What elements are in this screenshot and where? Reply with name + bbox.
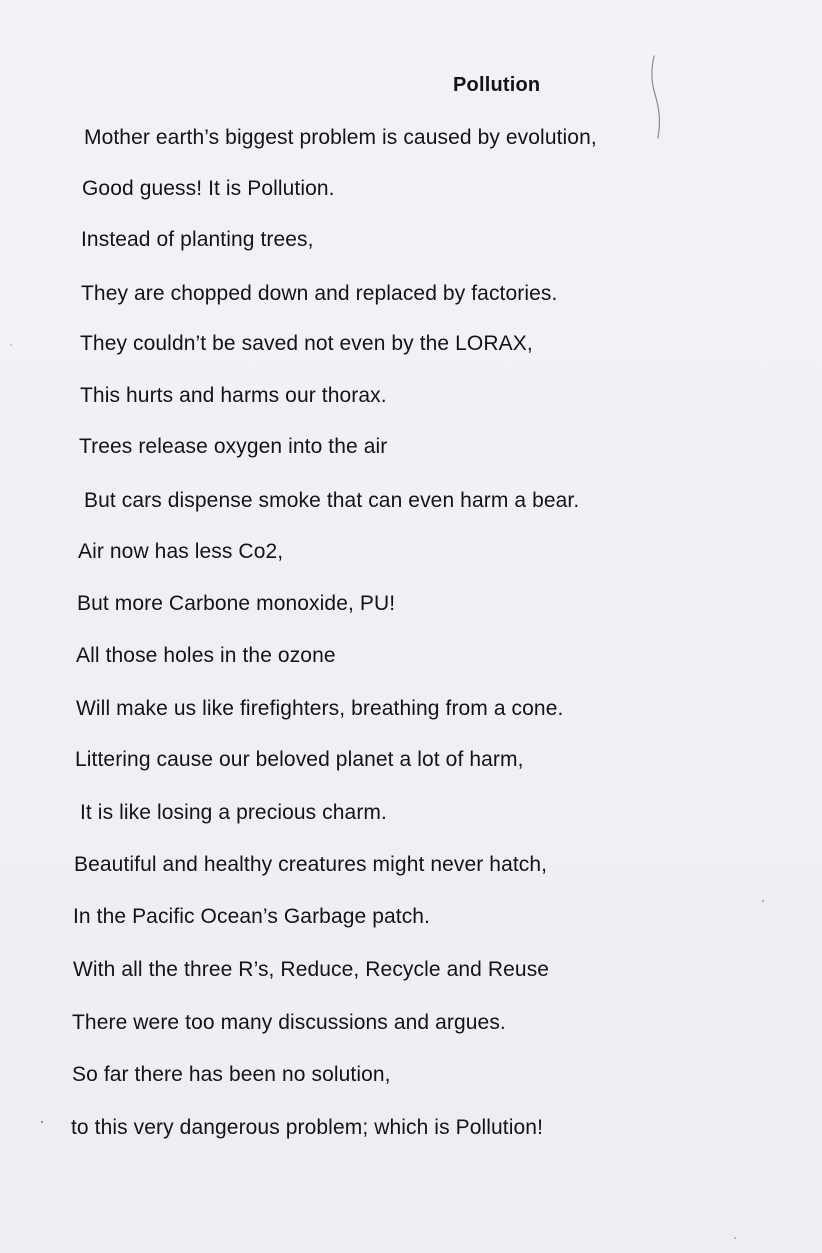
poem-line-2: Good guess! It is Pollution. <box>82 177 335 200</box>
poem-line-5: They couldn’t be saved not even by the LORAX, <box>80 332 533 355</box>
poem-line-15: Beautiful and healthy creatures might never hatch, <box>74 853 548 876</box>
poem-line-13: Littering cause our beloved planet a lot of harm, <box>75 748 524 771</box>
poem-line-10: But more Carbone monoxide, PU! <box>77 592 396 615</box>
poem-line-4: They are chopped down and replaced by factories. <box>81 282 558 305</box>
poem-line-7: Trees release oxygen into the air <box>79 435 388 458</box>
poem-line-6: This hurts and harms our thorax. <box>80 384 387 407</box>
poem-line-3: Instead of planting trees, <box>81 228 314 251</box>
poem-line-9: Air now has less Co2, <box>78 540 284 563</box>
poem-line-8: But cars dispense smoke that can even harm a bear. <box>84 489 580 512</box>
poem-title: Pollution <box>453 74 541 96</box>
poem-line-17: With all the three R’s, Reduce, Recycle and Reuse <box>73 958 550 981</box>
poem-line-1: Mother earth’s biggest problem is caused by evolution, <box>84 126 597 149</box>
poem-line-20: to this very dangerous problem; which is Pollution! <box>71 1116 544 1139</box>
poem-line-19: So far there has been no solution, <box>72 1063 391 1086</box>
poem-line-18: There were too many discussions and argues. <box>72 1011 506 1034</box>
poem-line-14: It is like losing a precious charm. <box>80 801 387 824</box>
poem-line-12: Will make us like firefighters, breathing from a cone. <box>76 697 564 720</box>
poem-line-11: All those holes in the ozone <box>76 644 336 667</box>
poem-line-16: In the Pacific Ocean’s Garbage patch. <box>73 905 431 928</box>
